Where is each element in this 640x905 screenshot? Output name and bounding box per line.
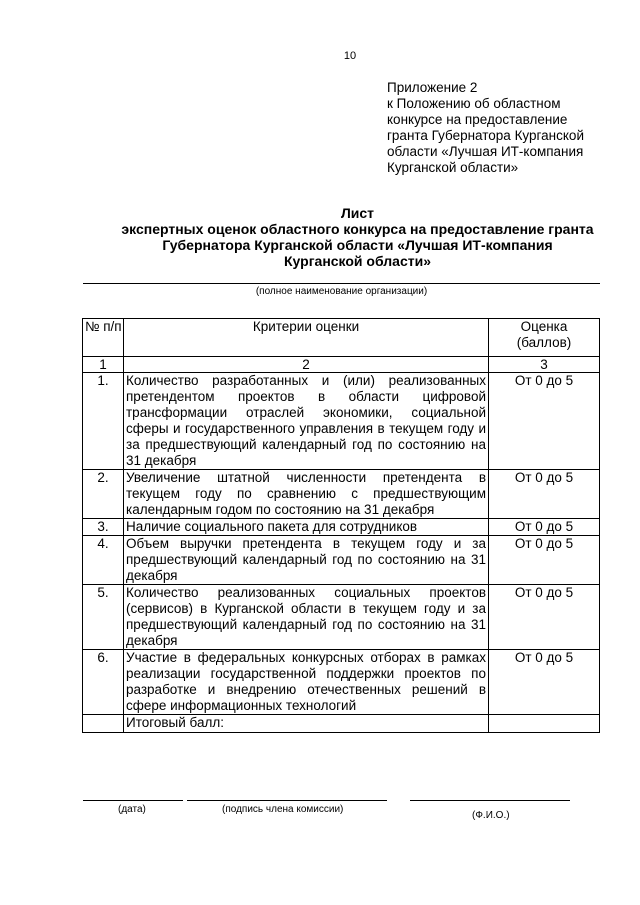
criterion-text: Участие в федеральных конкурсных отборах в рамках реализации государственной поддержки проектов по разработке и внедрению отечественных решений в сфере информационных технологий [124,650,489,715]
title-line: Курганской области» [284,253,431,269]
criteria-table [82,318,600,733]
criterion-text: Наличие социального пакета для сотрудников [124,519,489,536]
appendix-line: конкурсе на предоставление [387,112,568,127]
score-range: От 0 до 5 [489,470,600,519]
full-name-caption: (Ф.И.О.) [472,810,510,821]
row-number: 1. [83,373,124,470]
criterion-text: Количество разработанных и (или) реализованных претендентом проектов в области цифровой трансформации отраслей экономики, социальной сферы и государственного управления в текущем году и за предшествующий календарный год по состоянию на 31 декабря [124,373,489,470]
table-row [83,585,600,650]
column-number-row [83,357,600,373]
row-number: 6. [83,650,124,715]
header-number: № п/п [83,319,124,357]
date-line [83,800,183,801]
appendix-line: области «Лучшая ИТ-компания [387,144,584,159]
score-range: От 0 до 5 [489,519,600,536]
appendix-line: Приложение 2 [387,80,478,95]
page-number: 10 [343,50,357,62]
appendix-note [387,80,632,176]
appendix-line: гранта Губернатора Курганской [387,128,584,143]
header-score: Оценка (баллов) [489,319,600,357]
full-name-line [410,800,570,801]
column-number: 2 [124,357,489,373]
document-title [80,205,635,269]
title-line: Губернатора Курганской области «Лучшая ИТ-компания [162,237,553,253]
header-criteria: Критерии оценки [124,319,489,357]
total-label: Итоговый балл: [124,715,489,733]
table-header-row [83,319,600,357]
table-row [83,536,600,585]
criterion-text: Увеличение штатной численности претендента в текущем году по сравнению с предшествующим календарным годом по состоянию на 31 декабря [124,470,489,519]
signature-line [187,800,387,801]
appendix-line: Курганской области» [387,160,519,175]
score-range: От 0 до 5 [489,650,600,715]
criterion-text: Объем выручки претендента в текущем году и за предшествующий календарный год по состоянию на 31 декабря [124,536,489,585]
row-number: 2. [83,470,124,519]
date-caption: (дата) [118,804,146,815]
total-score-cell [489,715,600,733]
row-number: 3. [83,519,124,536]
table-row [83,470,600,519]
appendix-line: к Положению об областном [387,96,561,111]
score-range: От 0 до 5 [489,585,600,650]
table-row [83,650,600,715]
title-line: Лист [340,205,375,221]
score-range: От 0 до 5 [489,373,600,470]
signature-caption: (подпись члена комиссии) [222,804,344,815]
table-row [83,519,600,536]
title-line: экспертных оценок областного конкурса на предоставление гранта [121,221,594,237]
organization-caption: (полное наименование организации) [255,286,428,297]
row-number: 5. [83,585,124,650]
row-number: 4. [83,536,124,585]
table-row [83,373,600,470]
score-range: От 0 до 5 [489,536,600,585]
total-row [83,715,600,733]
column-number: 3 [489,357,600,373]
column-number: 1 [83,357,124,373]
organization-name-line [83,283,600,284]
criterion-text: Количество реализованных социальных проектов (сервисов) в Курганской области в текущем году и за предшествующий календарный год по состоянию на 31 декабря [124,585,489,650]
